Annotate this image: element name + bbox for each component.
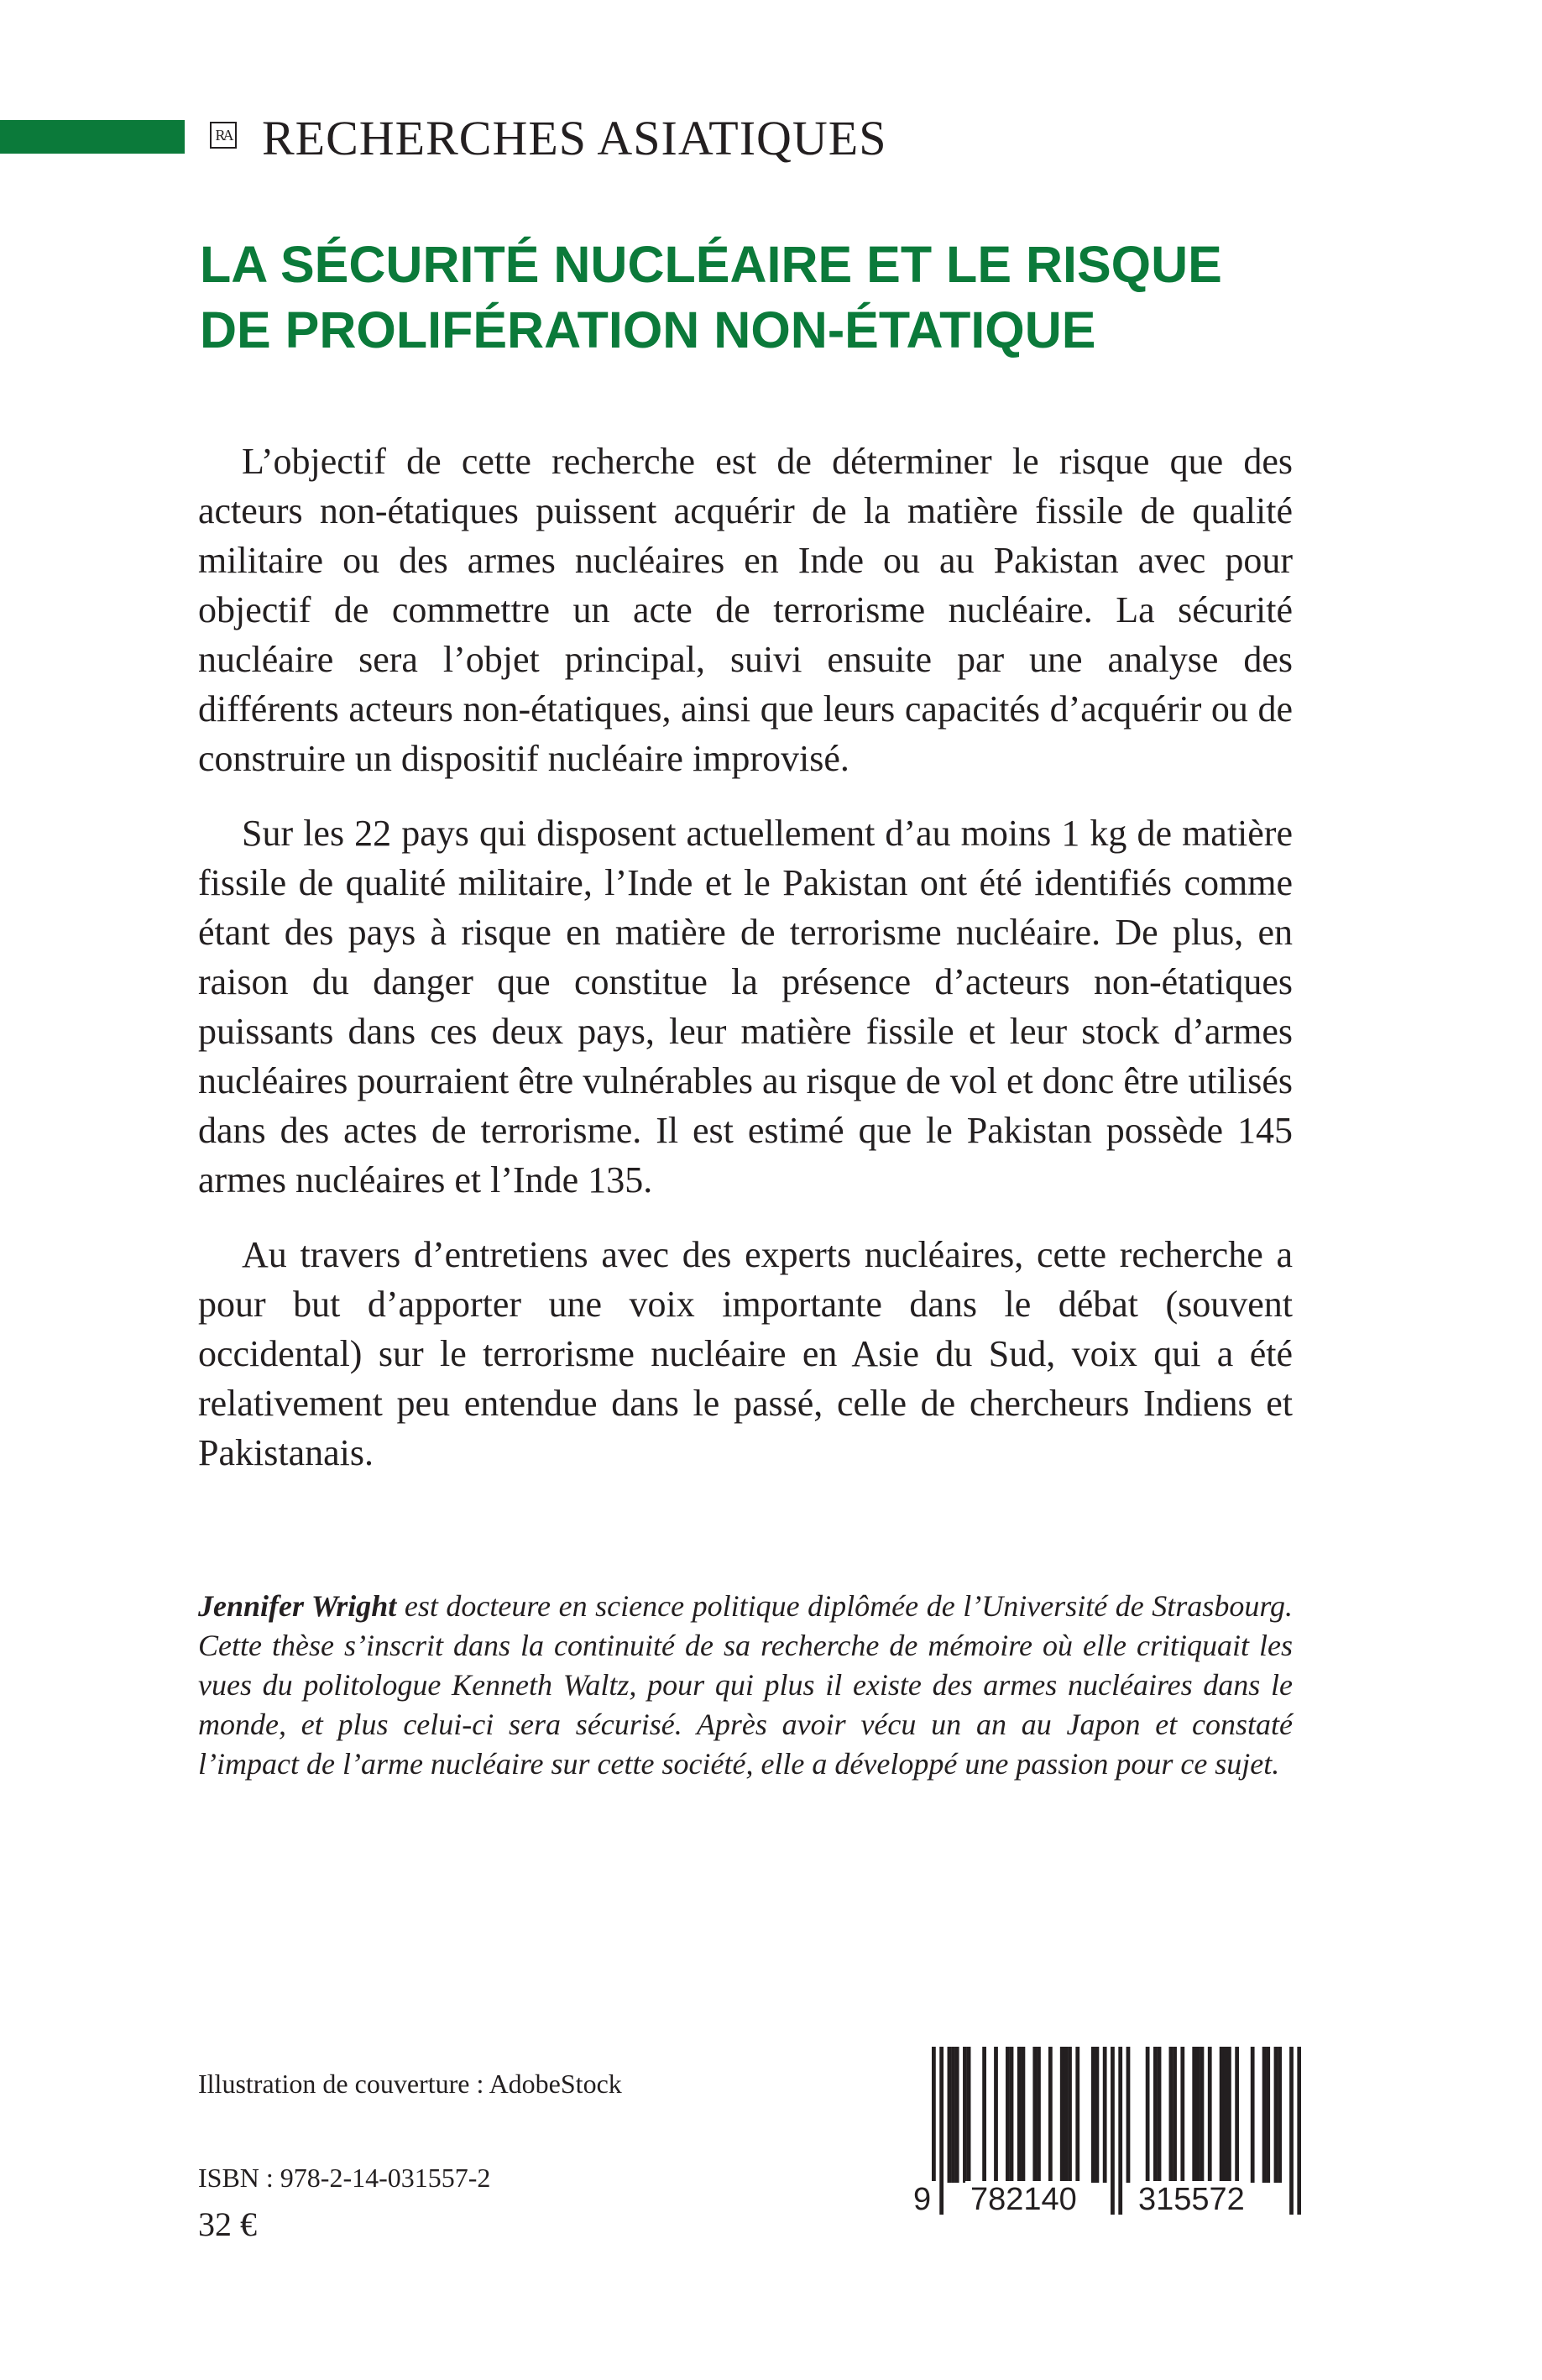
barcode-bar bbox=[1262, 2047, 1267, 2183]
barcode-bar bbox=[1037, 2047, 1041, 2183]
barcode-bar bbox=[1068, 2047, 1072, 2183]
barcode-bar bbox=[967, 2047, 971, 2183]
barcode-bar bbox=[982, 2047, 986, 2183]
barcode-right-digits: 315572 bbox=[1133, 2181, 1250, 2218]
barcode-bar bbox=[1223, 2047, 1227, 2183]
barcode-bar bbox=[1103, 2047, 1107, 2183]
barcode-bar bbox=[1266, 2047, 1270, 2183]
series-color-bar bbox=[0, 120, 185, 154]
barcode-bar bbox=[1153, 2047, 1158, 2183]
barcode-bar bbox=[1297, 2047, 1301, 2215]
author-bio bbox=[198, 1587, 1293, 1784]
barcode-bar bbox=[1227, 2047, 1231, 2183]
barcode-bar bbox=[1118, 2047, 1122, 2215]
barcode-bar bbox=[1126, 2047, 1131, 2183]
barcode-bar bbox=[955, 2047, 959, 2183]
series-name: RECHERCHES ASIATIQUES bbox=[262, 111, 887, 165]
barcode-bar bbox=[1173, 2047, 1177, 2183]
barcode-bar bbox=[951, 2047, 955, 2183]
abstract-paragraph-3: Au travers d’entretiens avec des experts nucléaires, cette recherche a pour but d’apporter une voix importante dans le débat (souvent occidental) sur le terrorisme nucléaire en Asie du Sud, voix qui a été relativement peu entendue dans le passé, celle de chercheurs Indiens et Pakistanais. bbox=[198, 1234, 1293, 1473]
isbn: ISBN : 978-2-14-031557-2 bbox=[198, 2163, 491, 2193]
barcode-bar bbox=[1006, 2047, 1010, 2183]
barcode-bar bbox=[1111, 2047, 1115, 2215]
barcode-bar bbox=[1064, 2047, 1068, 2183]
barcode-bar bbox=[1289, 2047, 1294, 2215]
cover-credit: Illustration de couverture : AdobeStock bbox=[198, 2069, 622, 2099]
barcode-bar bbox=[1169, 2047, 1173, 2183]
barcode-bar bbox=[1032, 2047, 1037, 2183]
barcode-bar bbox=[1022, 2047, 1026, 2183]
barcode-bar bbox=[1192, 2047, 1196, 2183]
barcode-bar bbox=[963, 2047, 967, 2183]
book-title bbox=[200, 232, 1358, 363]
barcode-left-digits: 782140 bbox=[965, 2181, 1082, 2218]
barcode-bar bbox=[939, 2047, 943, 2215]
barcode-first-digit: 9 bbox=[908, 2181, 936, 2218]
abstract-paragraph-1: L’objectif de cette recherche est de déterminer le risque que des acteurs non-étatiques puissent acquérir de la matière fissile de qualité militaire ou des armes nucléaires en Inde ou au Pakistan avec pour objectif de commettre un acte de terrorisme nucléaire. La sécurité nucléaire sera l’objet principal, suivi ensuite par une analyse des différents acteurs non-étatiques, ainsi que leurs capacités d’acquérir ou de construire un dispositif nucléaire improvisé. bbox=[198, 441, 1293, 779]
abstract bbox=[198, 437, 1293, 1503]
barcode-bars bbox=[932, 2047, 1301, 2248]
abstract-paragraph-2: Sur les 22 pays qui disposent actuellement d’au moins 1 kg de matière fissile de qualité militaire, l’Inde et le Pakistan ont été identifiés comme étant des pays à risque en matière de terrorisme nucléaire. De plus, en raison du danger que constitue la présence d’acteurs non-étatiques puissants dans ces deux pays, leur matière fissile et leur stock d’armes nucléaires pourraient être vulnérables au risque de vol et donc être utilisés dans des actes de terrorisme. Il est estimé que le Pakistan possède 145 armes nucléaires et l’Inde 135. bbox=[198, 813, 1293, 1200]
barcode-bar bbox=[1017, 2047, 1022, 2183]
book-title-line-1: LA SÉCURITÉ NUCLÉAIRE ET LE RISQUE bbox=[200, 236, 1222, 293]
author-name: Jennifer Wright bbox=[198, 1589, 397, 1623]
barcode-bar bbox=[1075, 2047, 1079, 2183]
barcode-bar bbox=[1158, 2047, 1162, 2183]
barcode-bar bbox=[1251, 2047, 1255, 2183]
barcode-bar bbox=[1200, 2047, 1205, 2183]
price: 32 € bbox=[198, 2205, 257, 2243]
barcode-bar bbox=[1060, 2047, 1064, 2183]
barcode-bar bbox=[1095, 2047, 1100, 2183]
barcode-bar bbox=[1196, 2047, 1200, 2183]
barcode-bar bbox=[1235, 2047, 1239, 2183]
barcode-bar bbox=[1278, 2047, 1282, 2183]
barcode-bar bbox=[1091, 2047, 1095, 2183]
barcode-bar bbox=[1180, 2047, 1184, 2183]
barcode-bar bbox=[948, 2047, 952, 2183]
barcode-bar bbox=[1048, 2047, 1053, 2183]
book-title-line-2: DE PROLIFÉRATION NON-ÉTATIQUE bbox=[200, 301, 1096, 358]
barcode-bar bbox=[1146, 2047, 1150, 2183]
barcode-bar bbox=[1274, 2047, 1278, 2183]
barcode-bar bbox=[1010, 2047, 1014, 2183]
barcode-bar bbox=[1208, 2047, 1212, 2183]
author-bio-text: est docteure en science politique diplômée de l’Université de Strasbourg. Cette thèse s’inscrit dans la continuité de sa recherche de mémoire où elle critiquait les vues du politologue Kenneth Waltz, pour qui plus il existe des armes nucléaires dans le monde, et plus celui-ci sera sécurisé. Après avoir vécu un an au Japon et constaté l’impact de l’arme nucléaire sur cette société, elle a développé une passion pour ce sujet. bbox=[198, 1589, 1293, 1781]
barcode-bar bbox=[1220, 2047, 1224, 2183]
series-logo: RA bbox=[210, 122, 237, 149]
barcode-bar bbox=[994, 2047, 998, 2183]
isbn-barcode bbox=[932, 2047, 1301, 2248]
